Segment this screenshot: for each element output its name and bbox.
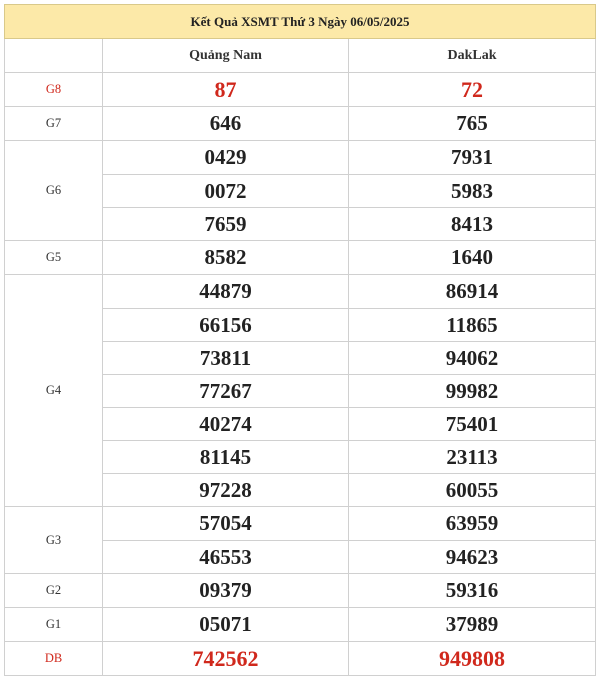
prize-number: 742562	[103, 642, 349, 676]
table-row	[5, 608, 596, 642]
prize-number: 81145	[103, 441, 349, 474]
results-body	[5, 73, 596, 676]
prize-number: 97228	[103, 474, 349, 507]
prize-label-g4: G4	[5, 275, 103, 507]
prize-label-g8: G8	[5, 73, 103, 107]
table-row	[5, 642, 596, 676]
prize-number: 60055	[349, 474, 596, 507]
province-header-quang-nam: Quảng Nam	[103, 39, 349, 73]
results-container	[4, 4, 595, 676]
prize-number: 87	[103, 73, 349, 107]
prize-number: 66156	[103, 309, 349, 342]
prize-number: 11865	[349, 309, 596, 342]
prize-number: 1640	[349, 241, 596, 275]
prize-number: 09379	[103, 574, 349, 608]
table-row	[5, 507, 596, 541]
prize-label-g6: G6	[5, 141, 103, 241]
prize-label-db: DB	[5, 642, 103, 676]
prize-number: 7931	[349, 141, 596, 175]
prize-number: 0429	[103, 141, 349, 175]
prize-number: 99982	[349, 375, 596, 408]
prize-number: 94623	[349, 541, 596, 574]
prize-number: 77267	[103, 375, 349, 408]
prize-number: 73811	[103, 342, 349, 375]
prize-number: 63959	[349, 507, 596, 541]
prize-label-g7: G7	[5, 107, 103, 141]
prize-number: 72	[349, 73, 596, 107]
prize-number: 37989	[349, 608, 596, 642]
prize-number: 44879	[103, 275, 349, 309]
prize-column-header	[5, 39, 103, 73]
table-title: Kết Quả XSMT Thứ 3 Ngày 06/05/2025	[5, 5, 596, 39]
prize-number: 5983	[349, 175, 596, 208]
lottery-results-table	[4, 4, 596, 676]
prize-number: 75401	[349, 408, 596, 441]
prize-label-g2: G2	[5, 574, 103, 608]
table-row	[5, 574, 596, 608]
prize-number: 8413	[349, 208, 596, 241]
prize-number: 59316	[349, 574, 596, 608]
prize-number: 646	[103, 107, 349, 141]
prize-number: 86914	[349, 275, 596, 309]
prize-number: 949808	[349, 642, 596, 676]
prize-number: 05071	[103, 608, 349, 642]
prize-label-g1: G1	[5, 608, 103, 642]
table-row	[5, 141, 596, 175]
prize-number: 0072	[103, 175, 349, 208]
table-row	[5, 241, 596, 275]
table-row	[5, 73, 596, 107]
table-row	[5, 107, 596, 141]
prize-label-g5: G5	[5, 241, 103, 275]
prize-number: 23113	[349, 441, 596, 474]
prize-number: 40274	[103, 408, 349, 441]
province-header-daklak: DakLak	[349, 39, 596, 73]
prize-number: 46553	[103, 541, 349, 574]
prize-label-g3: G3	[5, 507, 103, 574]
prize-number: 57054	[103, 507, 349, 541]
table-row	[5, 275, 596, 309]
prize-number: 8582	[103, 241, 349, 275]
prize-number: 7659	[103, 208, 349, 241]
prize-number: 94062	[349, 342, 596, 375]
prize-number: 765	[349, 107, 596, 141]
